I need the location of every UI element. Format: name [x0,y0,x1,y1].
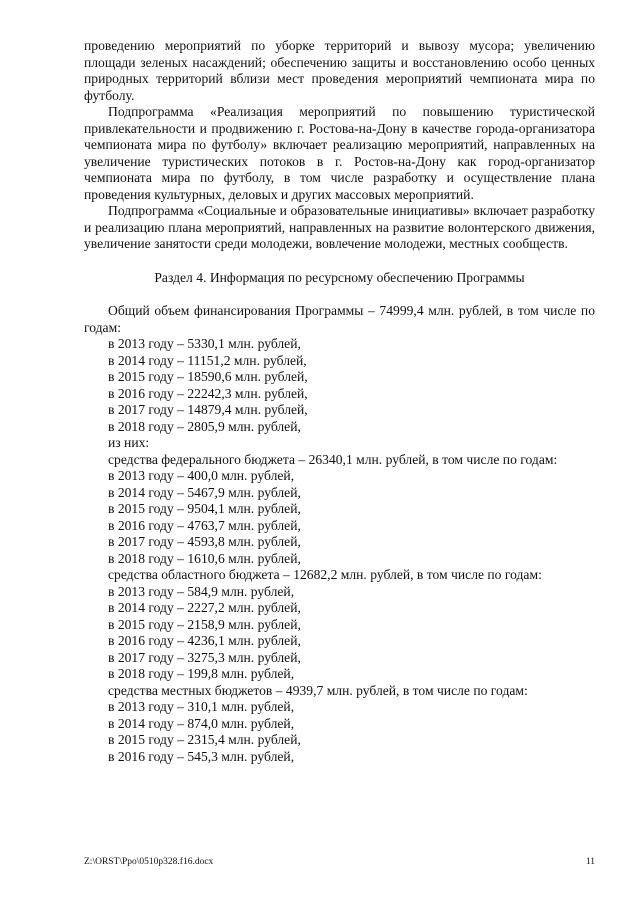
paragraph: Подпрограмма «Социальные и образовательные инициативы» включает разработку и реализацию плана мероприятий, направленных на развитие волонтерского движения, увеличение занятости среди молодежи, вовлечение молодежи, местных сообществ. [84,203,595,251]
list-item: в 2013 году – 584,9 млн. рублей, [108,583,295,599]
list-item: в 2015 году – 2158,9 млн. рублей, [108,616,301,632]
list-item: в 2015 году – 9504,1 млн. рублей, [108,501,301,516]
list-item: в 2016 году – 4236,1 млн. рублей, [108,633,301,648]
list-item: в 2017 году – 4593,8 млн. рублей, [108,534,301,549]
list-item: в 2018 году – 2805,9 млн. рублей, [108,418,301,434]
list-item: в 2014 году – 874,0 млн. рублей, [108,715,295,731]
list-item: в 2016 году – 545,3 млн. рублей, [108,748,295,764]
total-intro: Общий объем финансирования Программы – 74999,4 млн. рублей, в том числе по годам: [84,303,595,335]
list-item: в 2013 году – 400,0 млн. рублей, [108,468,295,483]
local-intro: средства местных бюджетов – 4939,7 млн. рублей, в том числе по годам: [108,682,528,698]
of-them-label: из них: [108,435,150,450]
page-number: 11 [585,857,595,867]
regional-intro: средства областного бюджета – 12682,2 млн. рублей, в том числе по годам: [108,567,542,582]
paragraph: Подпрограмма «Реализация мероприятий по повышению туристической привлекательности и продвижению г. Ростова-на-Дону в качестве города-организатора чемпионата мира по футболу» включает реализацию мероприятий, направленных на увеличение туристических потоков в г. Ростов-на-Дону как город-организатор чемпионата мира по футболу, в том числе разработку и осуществление плана проведения культурных, деловых и других массовых мероприятий. [84,104,595,202]
list-item: в 2017 году – 3275,3 млн. рублей, [108,649,301,665]
federal-intro: средства федерального бюджета – 26340,1 млн. рублей, в том числе по годам: [108,451,558,467]
list-item: в 2014 году – 2227,2 млн. рублей, [108,600,301,615]
list-item: в 2016 году – 4763,7 млн. рублей, [108,517,301,533]
section-heading: Раздел 4. Информация по ресурсному обеспечению Программы [154,269,525,285]
list-item: в 2018 году – 1610,6 млн. рублей, [108,550,301,566]
list-item: в 2016 году – 22242,3 млн. рублей, [108,385,308,401]
list-item: в 2013 году – 5330,1 млн. рублей, [108,336,301,351]
list-item: в 2017 году – 14879,4 млн. рублей, [108,402,308,417]
page-footer [84,856,595,868]
list-item: в 2018 году – 199,8 млн. рублей, [108,666,295,681]
list-item: в 2015 году – 18590,6 млн. рублей, [108,369,308,384]
list-item: в 2015 году – 2315,4 млн. рублей, [108,732,301,747]
paragraph: проведению мероприятий по уборке территорий и вывозу мусора; увеличению площади зеленых насаждений; обеспечению защиты и восстановлению особо ценных природных территорий вблизи мест проведения мероприятий чемпионата мира по футболу. [84,38,595,103]
list-item: в 2013 году – 310,1 млн. рублей, [108,699,295,714]
list-item: в 2014 году – 5467,9 млн. рублей, [108,484,301,500]
file-path: Z:\ORST\Ppo\0510p328.f16.docx [84,857,214,867]
body-text [84,38,595,765]
list-item: в 2014 году – 11151,2 млн. рублей, [108,352,307,368]
